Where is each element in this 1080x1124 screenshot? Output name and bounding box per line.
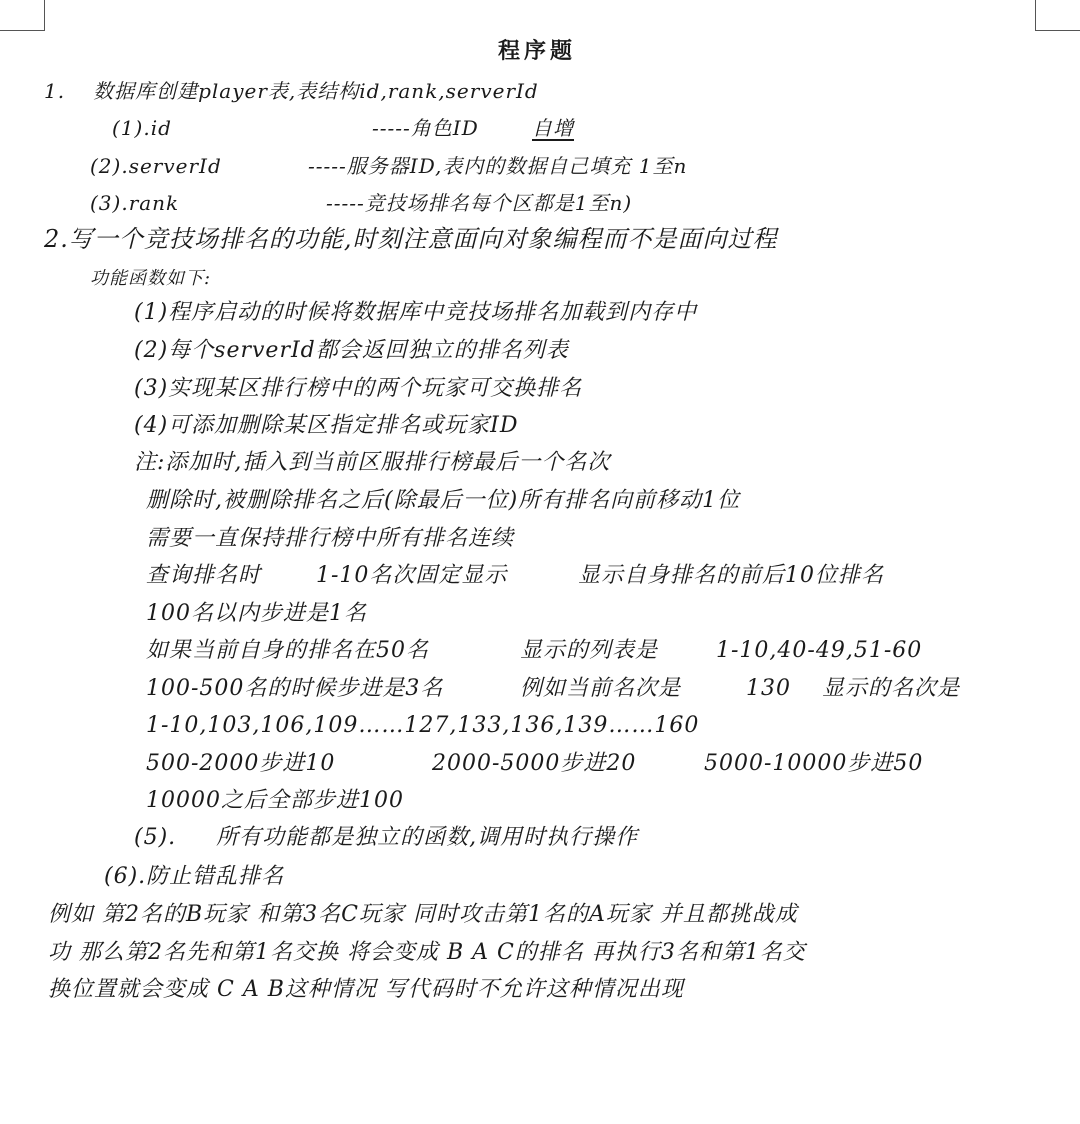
field-note: 自增 [532,116,574,140]
function-item: (2)每个serverId都会返回独立的排名列表 [134,338,569,363]
example-paragraph-line: 换位置就会变成 C A B这种情况 写代码时不允许这种情况出现 [48,977,684,1002]
q1-heading [44,81,539,101]
example-part: 100-500名的时候步进是3名 [146,676,444,701]
example-part: 如果当前自身的排名在50名 [146,638,429,663]
step-part: 500-2000步进10 [146,751,336,776]
example-paragraph-line: 例如 第2名的B玩家 和第3名C玩家 同时攻击第1名的A玩家 并且都挑战成 [48,902,798,927]
q1-number: 1. [44,79,66,103]
step-rule: 10000之后全部步进100 [146,788,404,813]
page-title: 程序题 [498,38,577,64]
query-rule-part: 显示自身排名的前后10位排名 [578,563,884,588]
q2-heading: 2.写一个竞技场排名的功能,时刻注意面向对象编程而不是面向过程 [44,225,778,253]
function-item: (3)实现某区排行榜中的两个玩家可交换排名 [134,376,583,401]
field-desc: -----服务器ID,表内的数据自己填充 1至n [308,154,688,178]
note-line: 删除时,被删除排名之后(除最后一位)所有排名向前移动1位 [146,488,741,513]
q1-text: 数据库创建player表,表结构id,rank,serverId [93,79,539,103]
example-part: 显示的列表是 [520,638,659,663]
example-part: 130 [746,676,791,701]
function-item: (6).防止错乱排名 [104,864,285,889]
q1-field-row [112,116,574,140]
q2-intro: 功能函数如下: [90,268,212,289]
example-part: 1-10,40-49,51-60 [716,638,923,663]
step-part: 2000-5000步进20 [432,751,637,776]
example-list: 1-10,103,106,109……127,133,136,139……160 [146,713,700,738]
query-rule-part: 1-10名次固定显示 [316,563,508,588]
query-rule-part: 查询排名时 [146,563,262,588]
item-text: 所有功能都是独立的函数,调用时执行操作 [216,825,639,850]
example-rule [146,640,1046,662]
function-item: (4)可添加删除某区指定排名或玩家ID [134,413,519,438]
example-part: 显示的名次是 [822,676,961,701]
example-part: 例如当前名次是 [520,676,682,701]
step-rule [146,753,1046,775]
field-label: (1).id [112,116,172,140]
page-corner-mark-left [0,0,45,31]
query-rule [146,565,1046,587]
field-desc: -----角色ID [372,116,479,140]
page-corner-mark-right [1035,0,1080,31]
q1-field-row [90,191,633,215]
function-item: (1)程序启动的时候将数据库中竞技场排名加载到内存中 [134,300,698,325]
field-desc: -----竞技场排名每个区都是1至n) [326,191,633,215]
note-line: 需要一直保持排行榜中所有排名连续 [146,526,515,551]
example-paragraph-line: 功 那么第2名先和第1名交换 将会变成 B A C的排名 再执行3名和第1名交 [48,940,806,965]
field-label: (3).rank [90,191,180,215]
step-part: 5000-10000步进50 [704,751,924,776]
step-rule: 100名以内步进是1名 [146,601,367,626]
field-label: (2).serverId [90,154,222,178]
note-line: 注:添加时,插入到当前区服排行榜最后一个名次 [134,450,611,475]
item-label: (5). [134,825,177,850]
function-item [134,827,638,849]
q1-field-row [90,154,688,178]
example-rule [146,678,1046,700]
